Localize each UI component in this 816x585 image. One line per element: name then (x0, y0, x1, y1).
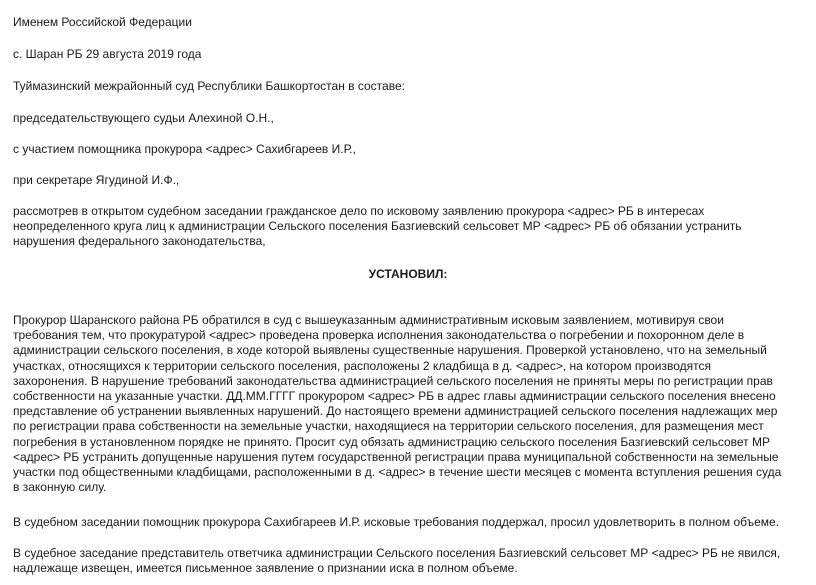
prosecutor-assistant-line (13, 142, 356, 157)
hearing-prosecutor-paragraph (13, 515, 779, 530)
defendant-paragraph (13, 546, 780, 576)
claim-line: представление об устранении выявленных нарушений. До настоящего времени администрацией сельского поселения надлежащих мер (13, 404, 778, 419)
place-date-line (13, 47, 201, 62)
header-text: Именем Российской Федерации (13, 15, 192, 29)
place-date-text: с. Шаран РБ 29 августа 2019 года (13, 47, 202, 61)
claim-line: требования тем, что прокуратурой <адрес> проведена проверка исполнения законодательства о погребении и похоронном деле в (13, 328, 745, 343)
considering-line: рассмотрев в открытом судебном заседании гражданское дело по исковому заявлению прокурора <адрес> РБ в интересах (13, 204, 705, 218)
claim-line: захоронения. В нарушение требований законодательства администрацией сельского поселения не приняты меры по регистрации прав (13, 373, 773, 388)
court-composition-line (13, 79, 405, 94)
claim-line: Прокурор Шаранского района РБ обратился в суд с вышеуказанным административным исковым заявлением, мотивируя свои (13, 313, 724, 327)
claim-line: погребения в установленном порядке не принято. Просит суд обязать администрацию сельского поселения Базгиевский сельсовет МР (13, 434, 770, 449)
claim-line: <адрес> РБ устранить допущенные нарушения путем государственной регистрации права муниципальной собственности на земельные (13, 449, 779, 464)
defendant-line: надлежаще извещен, имеется письменное заявление о признании иска в полном объеме. (13, 561, 518, 575)
established-heading (13, 267, 803, 282)
secretary-line (13, 173, 179, 188)
claim-line: участках, относящихся к территории сельского поселения, расположены 2 кладбища в д. <адрес>, на котором производятся (13, 358, 711, 373)
header-line (13, 15, 192, 30)
court-text: Туймазинский межрайонный суд Республики Башкортостан в составе: (13, 79, 405, 93)
secretary-text: при секретаре Ягудиной И.Ф., (13, 173, 180, 187)
judge-text: председательствующего судьи Алехиной О.Н., (13, 111, 274, 125)
hearing-prosecutor-text: В судебном заседании помощник прокурора Сахибгареев И.Р. исковые требования поддержал, просил удовлетворить в полном объеме. (13, 515, 780, 529)
considering-line: нарушения федерального законодательства, (13, 234, 266, 248)
claim-line: участки под общественными кладбищами, расположенными в д. <адрес> в течение шести месяцев с момента вступления решения суда (13, 465, 782, 480)
established-heading-text: УСТАНОВИЛ: (368, 267, 448, 281)
prosecutor-assistant-text: с участием помощника прокурора <адрес> Сахибгареев И.Р., (13, 142, 356, 156)
defendant-line: В судебное заседание представитель ответчика администрации Сельского поселения Базгиевский сельсовет МР <адрес> РБ не явился, (13, 546, 781, 560)
claim-line: собственности на указанные участки. ДД.ММ.ГГГГ прокурором <адрес> РБ в адрес главы администрации сельского поселения внесено (13, 389, 776, 404)
claim-paragraph (13, 313, 781, 495)
considering-paragraph (13, 204, 742, 249)
considering-line: неопределенного круга лиц к администрации Сельского поселения Базгиевский сельсовет МР <адрес> РБ об обязании устранить (13, 219, 742, 233)
claim-line: по регистрации права собственности на земельные участки, находящиеся на территории сельского поселения, для размещения мест (13, 419, 764, 434)
judge-line (13, 111, 274, 126)
claim-line: администрации сельского поселения, в ходе которой выявлены существенные нарушения. Проверкой установлено, что на земельный (13, 343, 767, 358)
claim-line: в законную силу. (13, 480, 107, 495)
